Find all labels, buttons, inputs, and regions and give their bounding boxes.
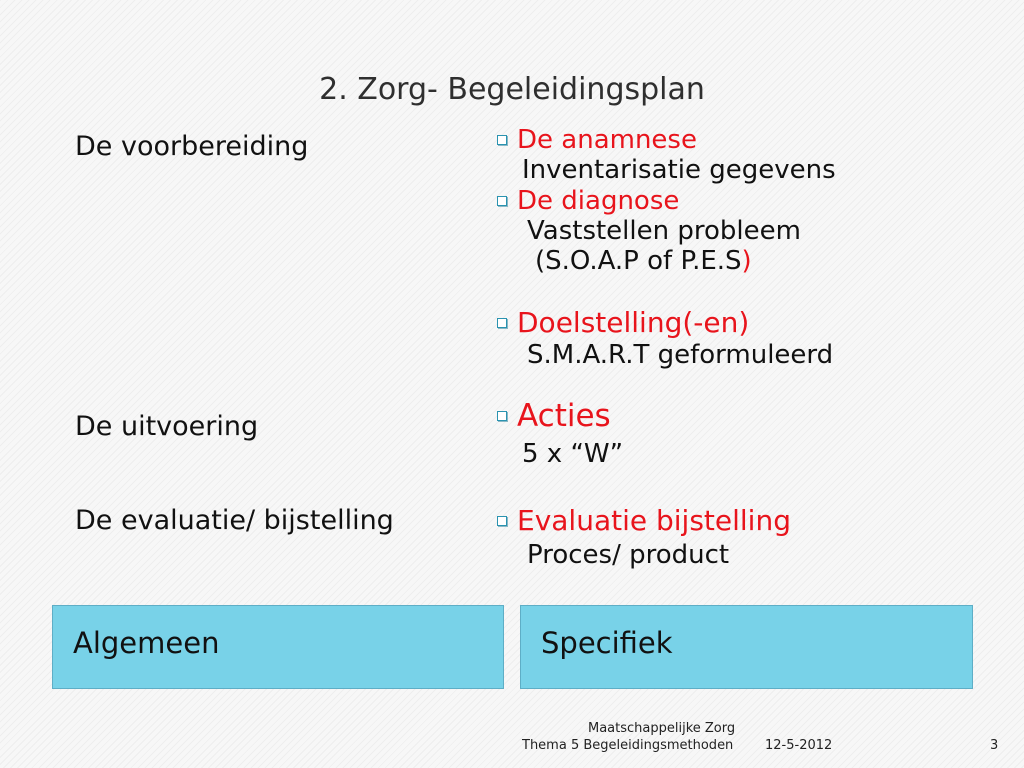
diagnose-detail: Vaststellen probleem <box>527 216 801 246</box>
square-bullet-icon <box>497 411 507 421</box>
doelstelling-detail: S.M.A.R.T geformuleerd <box>527 340 834 370</box>
label-voorbereiding: De voorbereiding <box>75 131 309 162</box>
footer-line2: Thema 5 Begeleidingsmethoden <box>522 738 734 753</box>
diagnose-heading: De diagnose <box>517 186 680 216</box>
square-bullet-icon <box>497 135 507 145</box>
page-number: 3 <box>990 738 999 753</box>
box-algemeen-label: Algemeen <box>73 626 220 660</box>
box-algemeen <box>52 605 504 689</box>
anamnese-heading: De anamnese <box>517 125 697 155</box>
bullet-diagnose <box>497 186 679 216</box>
evaluatie-detail: Proces/ product <box>527 540 730 570</box>
diagnose-detail-2-paren: ) <box>741 246 752 276</box>
acties-heading: Acties <box>517 398 611 434</box>
evaluatie-heading: Evaluatie bijstelling <box>517 504 791 537</box>
anamnese-detail: Inventarisatie gegevens <box>522 155 836 185</box>
bullet-anamnese <box>497 125 697 155</box>
bullet-evaluatie <box>497 504 791 537</box>
square-bullet-icon <box>497 516 507 526</box>
footer-line1: Maatschappelijke Zorg <box>588 721 736 736</box>
acties-detail: 5 x “W” <box>522 439 624 469</box>
diagnose-detail-2 <box>535 246 752 276</box>
label-uitvoering: De uitvoering <box>75 411 259 442</box>
square-bullet-icon <box>497 196 507 206</box>
slide-title: 2. Zorg- Begeleidingsplan <box>319 72 705 107</box>
bullet-doelstelling <box>497 306 749 339</box>
diagnose-detail-2-text: (S.O.A.P of P.E.S <box>535 246 742 276</box>
box-specifiek <box>520 605 973 689</box>
doelstelling-heading: Doelstelling(-en) <box>517 306 750 339</box>
box-specifiek-label: Specifiek <box>541 626 673 660</box>
bullet-acties <box>497 398 611 434</box>
footer-date: 12-5-2012 <box>765 738 833 753</box>
label-evaluatie: De evaluatie/ bijstelling <box>75 505 394 536</box>
square-bullet-icon <box>497 318 507 328</box>
